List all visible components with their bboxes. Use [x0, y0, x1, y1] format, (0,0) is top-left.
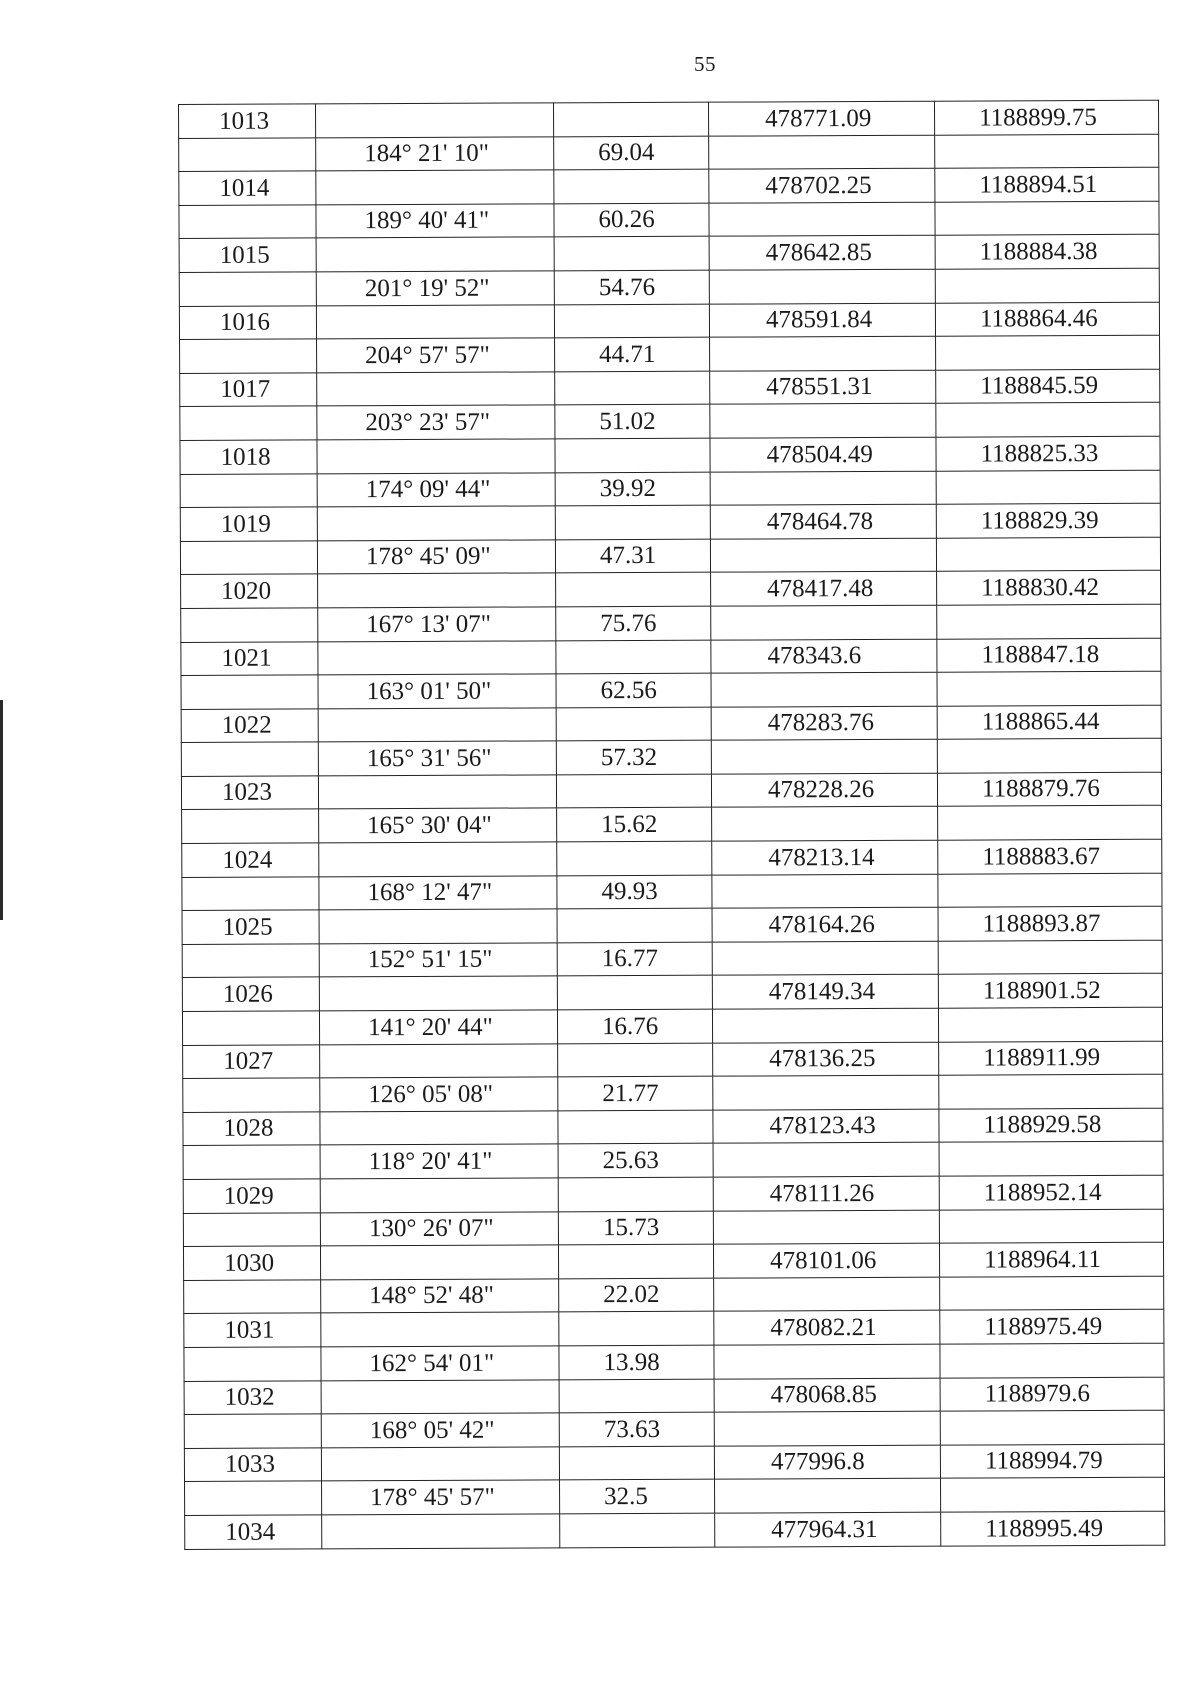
point-cell	[181, 608, 318, 642]
distance-cell	[558, 1244, 713, 1278]
distance-cell	[558, 1043, 713, 1077]
y-coordinate-cell	[938, 940, 1162, 975]
distance-cell	[556, 572, 711, 606]
x-coordinate-cell: 478082.21	[714, 1311, 940, 1346]
distance-cell: 49.93	[557, 875, 712, 909]
point-cell: 1029	[183, 1179, 320, 1213]
table-row	[179, 268, 1159, 306]
bearing-cell	[316, 304, 554, 339]
bearing-cell	[321, 1379, 559, 1414]
x-coordinate-cell	[713, 1075, 939, 1110]
distance-cell	[555, 371, 710, 405]
point-cell: 1022	[181, 709, 318, 743]
bearing-cell: 203° 23' 57"	[317, 405, 555, 440]
table-row	[181, 671, 1161, 709]
y-coordinate-cell	[939, 1209, 1163, 1244]
x-coordinate-cell: 478068.85	[714, 1378, 940, 1413]
bearing-cell: 184° 21' 10"	[316, 136, 554, 171]
y-coordinate-cell: 1188884.38	[935, 235, 1159, 270]
point-cell	[182, 877, 319, 911]
bearing-cell	[316, 170, 554, 205]
table-row	[182, 906, 1162, 944]
table-row	[182, 806, 1162, 844]
point-cell: 1025	[182, 910, 319, 944]
point-cell: 1013	[179, 104, 316, 138]
point-cell	[182, 809, 319, 843]
distance-cell: 22.02	[559, 1278, 714, 1312]
y-coordinate-cell	[940, 1343, 1164, 1378]
distance-cell	[554, 169, 709, 203]
bearing-cell	[320, 1245, 558, 1280]
bearing-cell: 126° 05' 08"	[320, 1077, 558, 1112]
distance-cell: 69.04	[554, 136, 709, 170]
y-coordinate-cell	[936, 335, 1160, 370]
distance-cell	[555, 438, 710, 472]
point-cell: 1018	[180, 440, 317, 474]
x-coordinate-cell	[710, 336, 936, 371]
bearing-cell	[317, 372, 555, 407]
table-row	[183, 1175, 1163, 1213]
distance-cell	[554, 237, 709, 271]
table-row	[179, 134, 1159, 172]
bearing-cell	[318, 573, 556, 608]
distance-cell: 47.31	[555, 539, 710, 573]
x-coordinate-cell: 478136.25	[713, 1042, 939, 1077]
x-coordinate-cell: 478771.09	[708, 101, 934, 136]
x-coordinate-cell: 478551.31	[710, 370, 936, 405]
point-cell: 1014	[179, 171, 316, 205]
distance-cell: 54.76	[554, 270, 709, 304]
x-coordinate-cell: 478228.26	[711, 773, 937, 808]
table-row	[181, 638, 1161, 676]
bearing-cell	[320, 1111, 558, 1146]
table-row	[179, 235, 1159, 273]
bearing-cell	[319, 976, 557, 1011]
y-coordinate-cell	[939, 1142, 1163, 1177]
x-coordinate-cell: 478149.34	[712, 975, 938, 1010]
bearing-cell: 141° 20' 44"	[319, 1010, 557, 1045]
x-coordinate-cell: 478123.43	[713, 1109, 939, 1144]
bearing-cell: 168° 05' 42"	[321, 1413, 559, 1448]
y-coordinate-cell	[940, 1276, 1164, 1311]
distance-cell: 15.62	[557, 808, 712, 842]
y-coordinate-cell: 1188865.44	[937, 705, 1161, 740]
point-cell: 1027	[183, 1045, 320, 1079]
table-row	[181, 738, 1161, 776]
x-coordinate-cell	[710, 404, 936, 439]
y-coordinate-cell: 1188979.6	[940, 1377, 1164, 1412]
point-cell: 1034	[185, 1515, 322, 1549]
table-row	[185, 1511, 1165, 1549]
x-coordinate-cell: 478702.25	[709, 168, 935, 203]
point-cell	[179, 272, 316, 306]
bearing-cell	[320, 1043, 558, 1078]
table-row	[183, 1074, 1163, 1112]
y-coordinate-cell	[941, 1478, 1165, 1513]
coordinates-table	[178, 100, 1165, 1550]
y-coordinate-cell: 1188847.18	[937, 638, 1161, 673]
point-cell: 1017	[180, 373, 317, 407]
bearing-cell	[317, 439, 555, 474]
y-coordinate-cell: 1188879.76	[937, 772, 1161, 807]
y-coordinate-cell	[938, 1007, 1162, 1042]
point-cell: 1032	[184, 1380, 321, 1414]
x-coordinate-cell	[712, 941, 938, 976]
distance-cell	[555, 505, 710, 539]
distance-cell	[557, 908, 712, 942]
bearing-cell: 204° 57' 57"	[317, 338, 555, 373]
point-cell: 1033	[184, 1448, 321, 1482]
table-row	[183, 1142, 1163, 1180]
coordinates-table-container	[178, 100, 1164, 1572]
bearing-cell	[321, 1447, 559, 1482]
x-coordinate-cell: 478213.14	[712, 840, 938, 875]
x-coordinate-cell: 477996.8	[714, 1445, 940, 1480]
table-row	[180, 369, 1160, 407]
x-coordinate-cell	[714, 1411, 940, 1446]
bearing-cell: 178° 45' 57"	[322, 1480, 560, 1515]
y-coordinate-cell: 1188883.67	[938, 839, 1162, 874]
bearing-cell: 118° 20' 41"	[320, 1144, 558, 1179]
table-row	[180, 436, 1160, 474]
distance-cell	[558, 1110, 713, 1144]
y-coordinate-cell	[940, 1410, 1164, 1445]
table-row	[179, 167, 1159, 205]
y-coordinate-cell	[937, 604, 1161, 639]
table-row	[181, 604, 1161, 642]
bearing-cell	[322, 1514, 560, 1549]
table-row	[183, 1108, 1163, 1146]
y-coordinate-cell: 1188911.99	[939, 1041, 1163, 1076]
distance-cell: 44.71	[555, 337, 710, 371]
x-coordinate-cell	[710, 538, 936, 573]
bearing-cell: 148° 52' 48"	[321, 1279, 559, 1314]
distance-cell: 60.26	[554, 203, 709, 237]
point-cell: 1028	[183, 1112, 320, 1146]
y-coordinate-cell	[937, 671, 1161, 706]
distance-cell	[557, 841, 712, 875]
x-coordinate-cell	[712, 807, 938, 842]
point-cell: 1021	[181, 641, 318, 675]
point-cell: 1024	[182, 843, 319, 877]
table-row	[182, 839, 1162, 877]
bearing-cell: 165° 31' 56"	[318, 741, 556, 776]
bearing-cell: 189° 40' 41"	[316, 204, 554, 239]
y-coordinate-cell: 1188952.14	[939, 1175, 1163, 1210]
bearing-cell: 130° 26' 07"	[320, 1211, 558, 1246]
distance-cell: 16.76	[557, 1009, 712, 1043]
point-cell: 1030	[183, 1246, 320, 1280]
bearing-cell	[317, 506, 555, 541]
y-coordinate-cell	[936, 470, 1160, 505]
table-row	[183, 1041, 1163, 1079]
bearing-cell: 165° 30' 04"	[319, 808, 557, 843]
x-coordinate-cell	[712, 1008, 938, 1043]
distance-cell	[559, 1446, 714, 1480]
y-coordinate-cell	[937, 738, 1161, 773]
table-row	[184, 1276, 1164, 1314]
table-row	[182, 873, 1162, 911]
distance-cell: 21.77	[558, 1076, 713, 1110]
table-row	[185, 1478, 1165, 1516]
y-coordinate-cell: 1188825.33	[936, 436, 1160, 471]
bearing-cell: 152° 51' 15"	[319, 943, 557, 978]
x-coordinate-cell	[712, 874, 938, 909]
x-coordinate-cell	[714, 1277, 940, 1312]
point-cell	[185, 1481, 322, 1515]
point-cell	[180, 541, 317, 575]
x-coordinate-cell: 478283.76	[711, 706, 937, 741]
x-coordinate-cell: 477964.31	[715, 1512, 941, 1547]
y-coordinate-cell: 1188995.49	[941, 1511, 1165, 1546]
distance-cell	[556, 774, 711, 808]
table-row	[184, 1343, 1164, 1381]
table-row	[180, 470, 1160, 508]
x-coordinate-cell	[714, 1344, 940, 1379]
table-row	[184, 1377, 1164, 1415]
distance-cell: 73.63	[559, 1412, 714, 1446]
table-row	[180, 503, 1160, 541]
point-cell	[183, 1212, 320, 1246]
distance-cell	[554, 304, 709, 338]
table-row	[184, 1310, 1164, 1348]
x-coordinate-cell	[713, 1143, 939, 1178]
point-cell	[183, 1145, 320, 1179]
distance-cell	[560, 1513, 715, 1547]
bearing-cell	[318, 640, 556, 675]
bearing-cell	[321, 1312, 559, 1347]
y-coordinate-cell	[935, 201, 1159, 236]
y-coordinate-cell: 1188994.79	[940, 1444, 1164, 1479]
x-coordinate-cell: 478504.49	[710, 437, 936, 472]
point-cell	[184, 1414, 321, 1448]
point-cell	[183, 1078, 320, 1112]
bearing-cell	[316, 103, 554, 138]
bearing-cell: 163° 01' 50"	[318, 674, 556, 709]
point-cell: 1020	[181, 574, 318, 608]
distance-cell	[556, 640, 711, 674]
bearing-cell: 174° 09' 44"	[317, 472, 555, 507]
x-coordinate-cell	[711, 605, 937, 640]
table-row	[180, 537, 1160, 575]
table-row	[181, 571, 1161, 609]
x-coordinate-cell: 478101.06	[713, 1243, 939, 1278]
x-coordinate-cell: 478343.6	[711, 639, 937, 674]
y-coordinate-cell: 1188899.75	[934, 100, 1158, 135]
distance-cell: 16.77	[557, 942, 712, 976]
x-coordinate-cell: 478464.78	[710, 504, 936, 539]
y-coordinate-cell: 1188864.46	[935, 302, 1159, 337]
x-coordinate-cell	[709, 269, 935, 304]
point-cell: 1015	[179, 238, 316, 272]
table-row	[180, 403, 1160, 441]
bearing-cell	[318, 708, 556, 743]
distance-cell	[558, 1177, 713, 1211]
y-coordinate-cell	[939, 1074, 1163, 1109]
point-cell: 1019	[180, 507, 317, 541]
x-coordinate-cell: 478591.84	[709, 303, 935, 338]
point-cell: 1031	[184, 1313, 321, 1347]
table-row	[184, 1410, 1164, 1448]
point-cell	[180, 339, 317, 373]
y-coordinate-cell	[938, 873, 1162, 908]
bearing-cell: 178° 45' 09"	[317, 540, 555, 575]
y-coordinate-cell	[935, 134, 1159, 169]
table-row	[179, 100, 1159, 138]
point-cell	[179, 205, 316, 239]
y-coordinate-cell: 1188845.59	[936, 369, 1160, 404]
coordinates-table-body	[179, 100, 1165, 1549]
y-coordinate-cell: 1188894.51	[935, 167, 1159, 202]
page-number: 55	[694, 52, 716, 76]
point-cell	[181, 675, 318, 709]
table-row	[183, 1209, 1163, 1247]
y-coordinate-cell: 1188929.58	[939, 1108, 1163, 1143]
y-coordinate-cell	[938, 806, 1162, 841]
table-row	[184, 1444, 1164, 1482]
bearing-cell: 162° 54' 01"	[321, 1346, 559, 1381]
table-row	[182, 940, 1162, 978]
x-coordinate-cell	[710, 471, 936, 506]
distance-cell	[559, 1312, 714, 1346]
scan-edge-mark	[0, 700, 3, 920]
table-row	[179, 201, 1159, 239]
y-coordinate-cell: 1188830.42	[937, 571, 1161, 606]
x-coordinate-cell	[709, 202, 935, 237]
point-cell	[182, 1011, 319, 1045]
point-cell	[180, 473, 317, 507]
x-coordinate-cell	[711, 672, 937, 707]
point-cell	[181, 742, 318, 776]
table-row	[181, 705, 1161, 743]
point-cell	[184, 1280, 321, 1314]
x-coordinate-cell: 478164.26	[712, 907, 938, 942]
x-coordinate-cell	[709, 135, 935, 170]
y-coordinate-cell	[936, 403, 1160, 438]
bearing-cell	[320, 1178, 558, 1213]
table-row	[183, 1242, 1163, 1280]
distance-cell: 57.32	[556, 740, 711, 774]
y-coordinate-cell: 1188893.87	[938, 906, 1162, 941]
distance-cell	[559, 1379, 714, 1413]
point-cell: 1016	[179, 305, 316, 339]
bearing-cell	[316, 237, 554, 272]
table-row	[182, 1007, 1162, 1045]
point-cell	[180, 406, 317, 440]
point-cell	[184, 1347, 321, 1381]
point-cell: 1026	[182, 977, 319, 1011]
y-coordinate-cell: 1188964.11	[939, 1242, 1163, 1277]
y-coordinate-cell: 1188975.49	[940, 1310, 1164, 1345]
distance-cell: 75.76	[556, 606, 711, 640]
x-coordinate-cell: 478642.85	[709, 236, 935, 271]
x-coordinate-cell: 478417.48	[711, 572, 937, 607]
table-row	[180, 335, 1160, 373]
distance-cell: 32.5	[560, 1480, 715, 1514]
point-cell: 1023	[181, 776, 318, 810]
distance-cell	[557, 976, 712, 1010]
y-coordinate-cell: 1188829.39	[936, 503, 1160, 538]
distance-cell	[556, 707, 711, 741]
x-coordinate-cell	[713, 1210, 939, 1245]
table-row	[181, 772, 1161, 810]
bearing-cell: 168° 12' 47"	[319, 876, 557, 911]
bearing-cell	[319, 842, 557, 877]
y-coordinate-cell: 1188901.52	[938, 974, 1162, 1009]
point-cell	[179, 137, 316, 171]
table-row	[182, 974, 1162, 1012]
x-coordinate-cell	[711, 739, 937, 774]
distance-cell	[553, 102, 708, 136]
bearing-cell	[318, 775, 556, 810]
distance-cell: 51.02	[555, 405, 710, 439]
distance-cell: 25.63	[558, 1144, 713, 1178]
bearing-cell	[319, 909, 557, 944]
distance-cell: 39.92	[555, 472, 710, 506]
bearing-cell: 201° 19' 52"	[316, 271, 554, 306]
distance-cell: 15.73	[558, 1211, 713, 1245]
distance-cell: 62.56	[556, 673, 711, 707]
bearing-cell: 167° 13' 07"	[318, 607, 556, 642]
x-coordinate-cell: 478111.26	[713, 1176, 939, 1211]
distance-cell: 13.98	[559, 1345, 714, 1379]
point-cell	[182, 944, 319, 978]
y-coordinate-cell	[935, 268, 1159, 303]
table-row	[179, 302, 1159, 340]
y-coordinate-cell	[936, 537, 1160, 572]
x-coordinate-cell	[715, 1479, 941, 1514]
